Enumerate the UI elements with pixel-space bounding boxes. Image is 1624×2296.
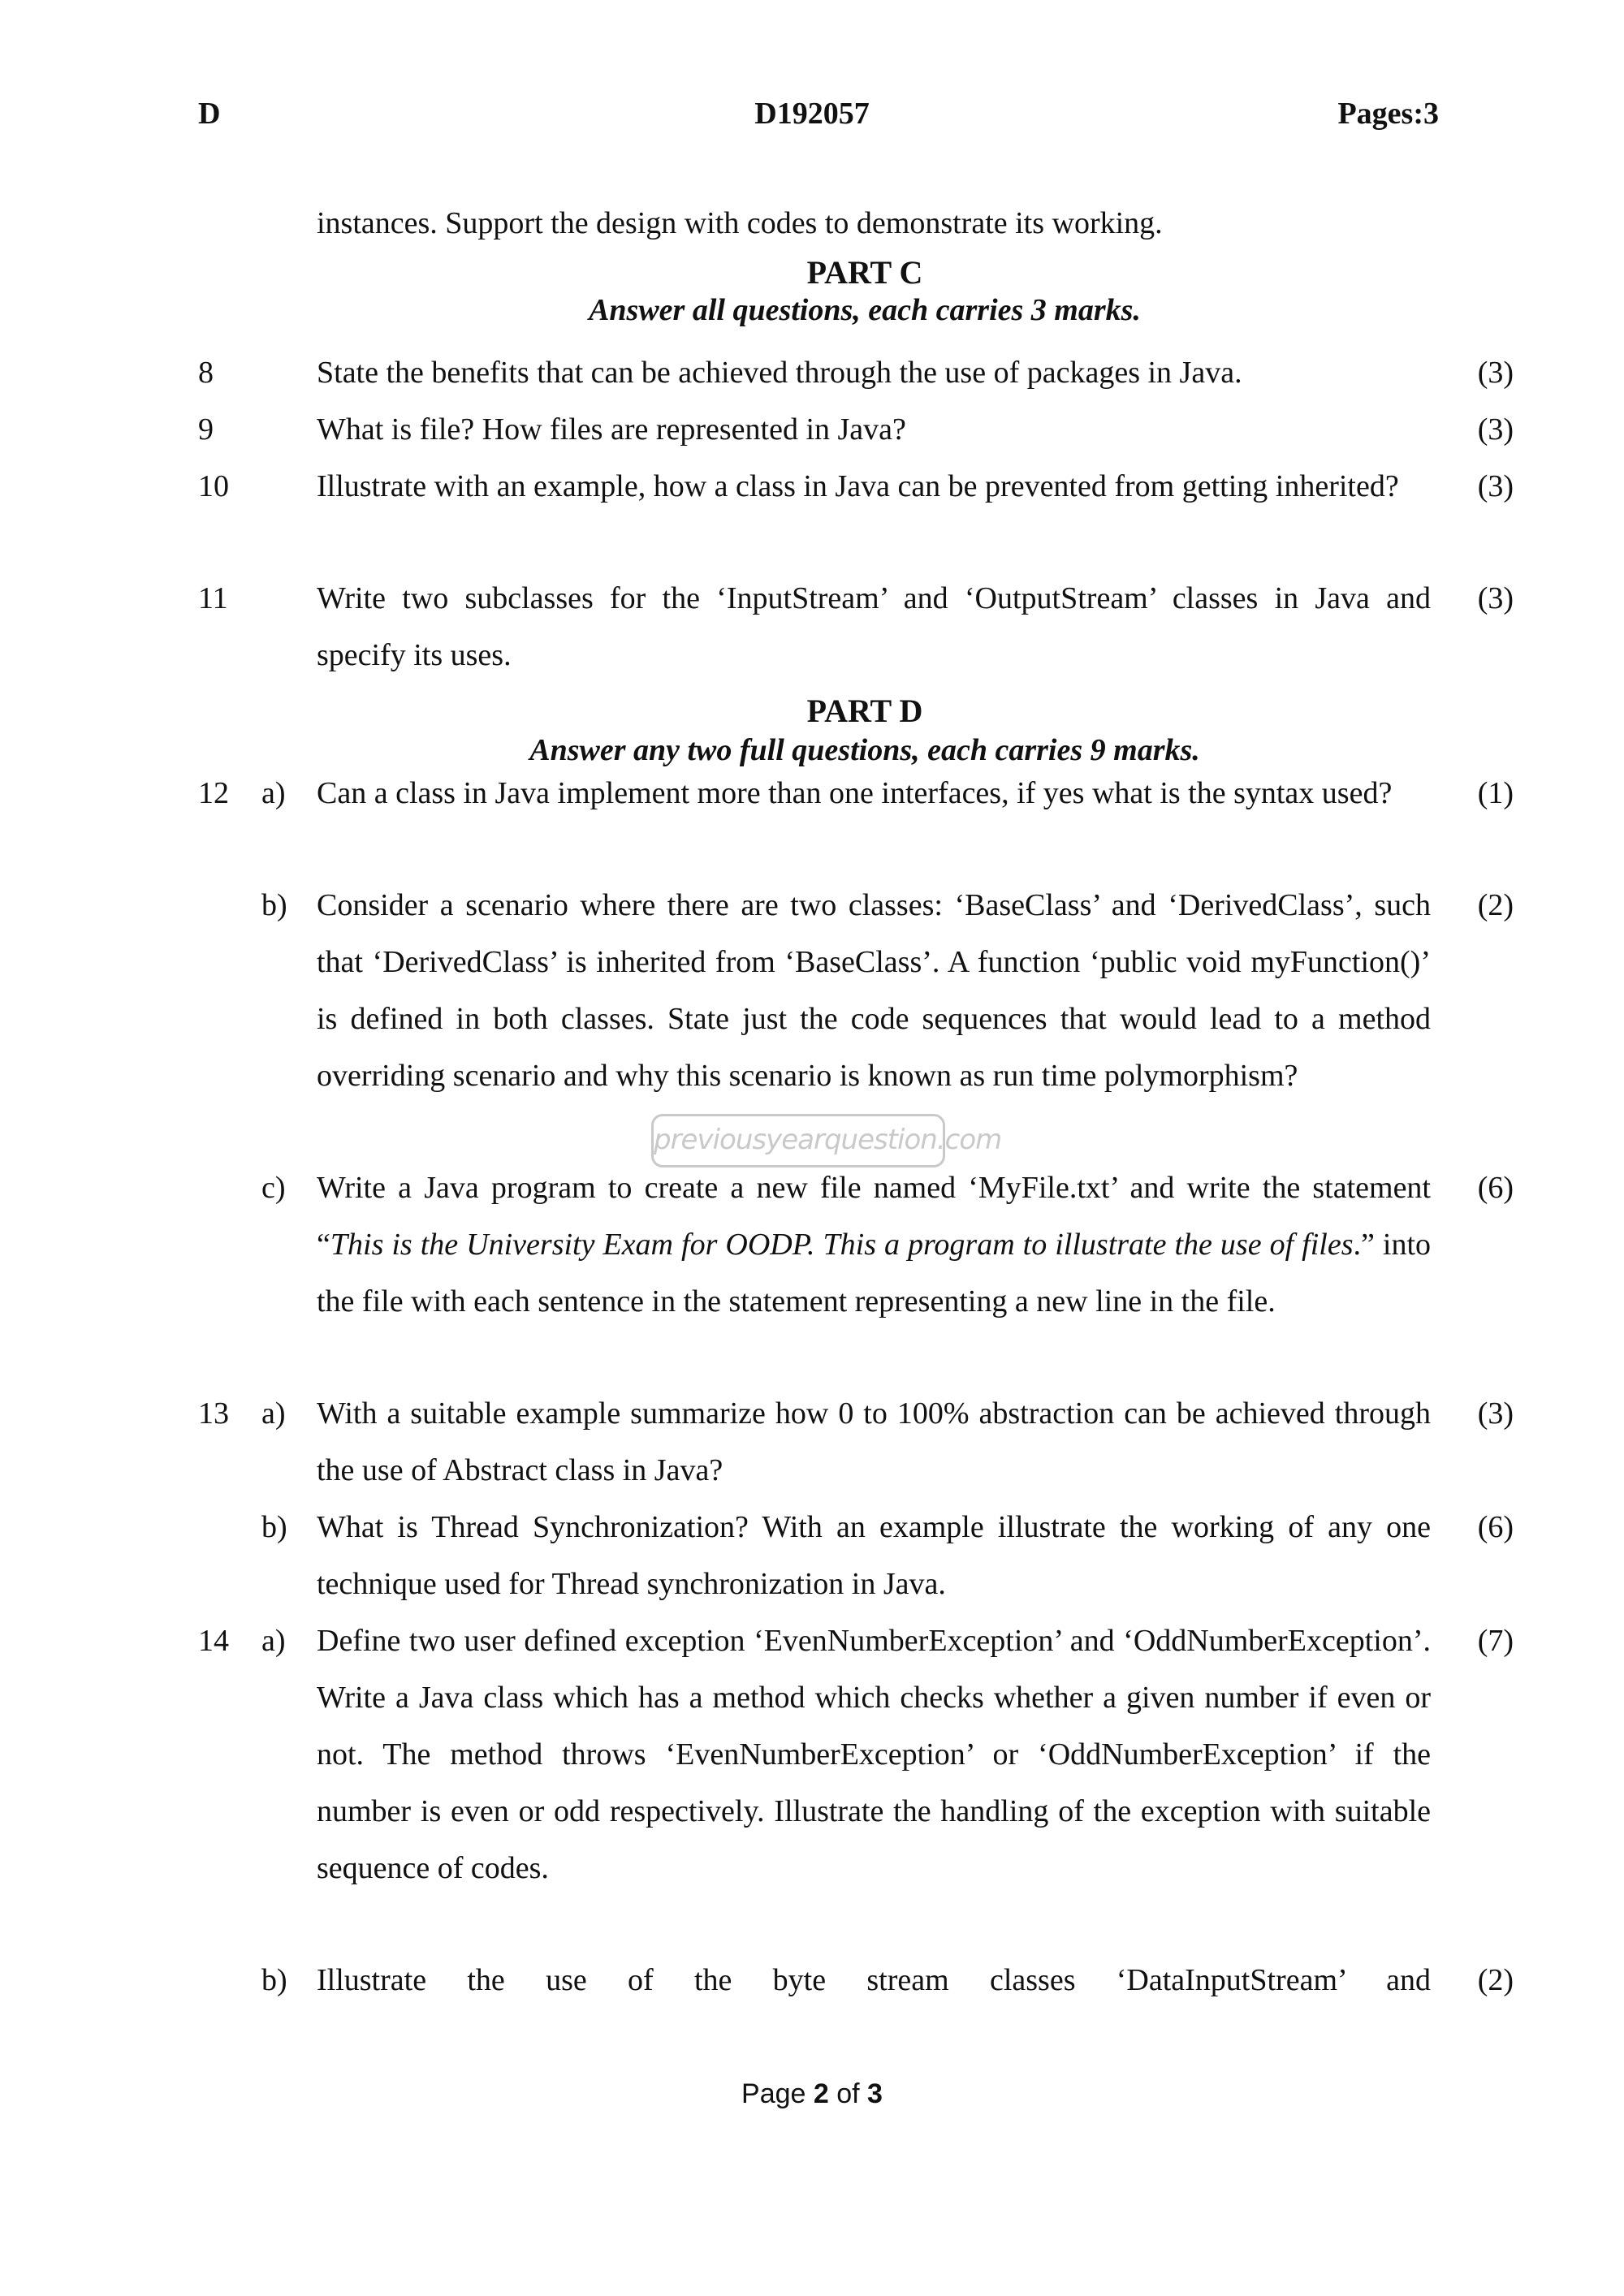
question-text: What is file? How files are represented in Java?: [317, 412, 906, 447]
question-number: 12: [198, 776, 229, 810]
question-marks: (6): [1477, 1510, 1514, 1544]
part-c-title: PART C: [806, 254, 923, 291]
page-footer: [0, 2078, 1624, 2110]
paper-code: D192057: [754, 97, 870, 131]
question-number: 13: [198, 1396, 229, 1431]
question-text: Illustrate with an example, how a class in Java can be prevented from getting inherited?: [317, 469, 1399, 503]
question-text: Consider a scenario where there are two classes: ‘BaseClass’ and ‘DerivedClass’, such that ‘DerivedClass’ is inherited from ‘BaseClass’. A function ‘public void myFunction()’ is defined in both classes. State just the code sequences that would lead to a method overriding scenario and why this scenario is known as run time polymorphism?: [317, 888, 1431, 1093]
question-text: Write two subclasses for the ‘InputStream’ and ‘OutputStream’ classes in Java and specify its uses.: [317, 581, 1431, 672]
quoted-statement: This is the University Exam for OODP. This a program to illustrate the use of files: [330, 1228, 1354, 1262]
question-marks: (6): [1477, 1171, 1514, 1205]
question-text: State the benefits that can be achieved through the use of packages in Java.: [317, 356, 1242, 390]
question-text: Can a class in Java implement more than one interfaces, if yes what is the syntax used?: [317, 776, 1393, 810]
question-text-part: .” into the file with each sentence in the statement representing a new line in the file.: [317, 1228, 1431, 1318]
question-number: 14: [198, 1624, 229, 1658]
continuation-text: instances. Support the design with codes to demonstrate its working.: [317, 206, 1163, 240]
question-number: 10: [198, 469, 229, 503]
question-text: [317, 1159, 1431, 1330]
question-number: 8: [198, 356, 214, 390]
watermark: previousyearquestion.com: [651, 1114, 945, 1167]
question-sub-label: a): [261, 1396, 286, 1431]
footer-middle: of: [828, 2078, 868, 2109]
question-text: Define two user defined exception ‘EvenNumberException’ and ‘OddNumberException’. Write a Java class which has a method which checks whether a given number if even or not. The method throws ‘EvenNumberException’ or ‘OddNumberException’ if the number is even or odd respectively. Illustrate the handling of the exception with suitable sequence of codes.: [317, 1624, 1431, 1885]
question-sub-label: b): [261, 1963, 287, 1997]
question-marks: (3): [1477, 1396, 1514, 1431]
footer-total-pages: 3: [867, 2078, 883, 2109]
question-sub-label: a): [261, 1624, 286, 1658]
footer-prefix: Page: [741, 2078, 814, 2109]
question-marks: (1): [1477, 776, 1514, 810]
part-d-title: PART D: [806, 693, 923, 729]
question-marks: (3): [1477, 469, 1514, 503]
question-marks: (7): [1477, 1624, 1514, 1658]
question-sub-label: c): [261, 1171, 286, 1205]
header-pages: Pages:3: [1337, 97, 1439, 131]
part-d-instruction: Answer any two full questions, each carries 9 marks.: [529, 733, 1200, 767]
question-text-part: Write a Java program to create a new file named ‘MyFile.txt’ and write the statement “: [317, 1171, 1431, 1262]
question-text: What is Thread Synchronization? With an example illustrate the working of any one technique used for Thread synchronization in Java.: [317, 1510, 1431, 1601]
question-marks: (3): [1477, 412, 1514, 447]
footer-current-page: 2: [813, 2078, 829, 2109]
question-text: With a suitable example summarize how 0 to 100% abstraction can be achieved through the use of Abstract class in Java?: [317, 1396, 1431, 1487]
question-sub-label: b): [261, 888, 287, 922]
header-series: D: [198, 97, 221, 131]
question-marks: (3): [1477, 581, 1514, 615]
question-text: Illustrate the use of the byte stream classes ‘DataInputStream’ and: [317, 1963, 1431, 1997]
question-number: 11: [198, 581, 228, 615]
part-c-instruction: Answer all questions, each carries 3 marks.: [589, 293, 1141, 327]
question-number: 9: [198, 412, 214, 447]
question-marks: (2): [1477, 888, 1514, 922]
question-sub-label: a): [261, 776, 286, 810]
question-marks: (2): [1477, 1963, 1514, 1997]
question-sub-label: b): [261, 1510, 287, 1544]
question-marks: (3): [1477, 356, 1514, 390]
